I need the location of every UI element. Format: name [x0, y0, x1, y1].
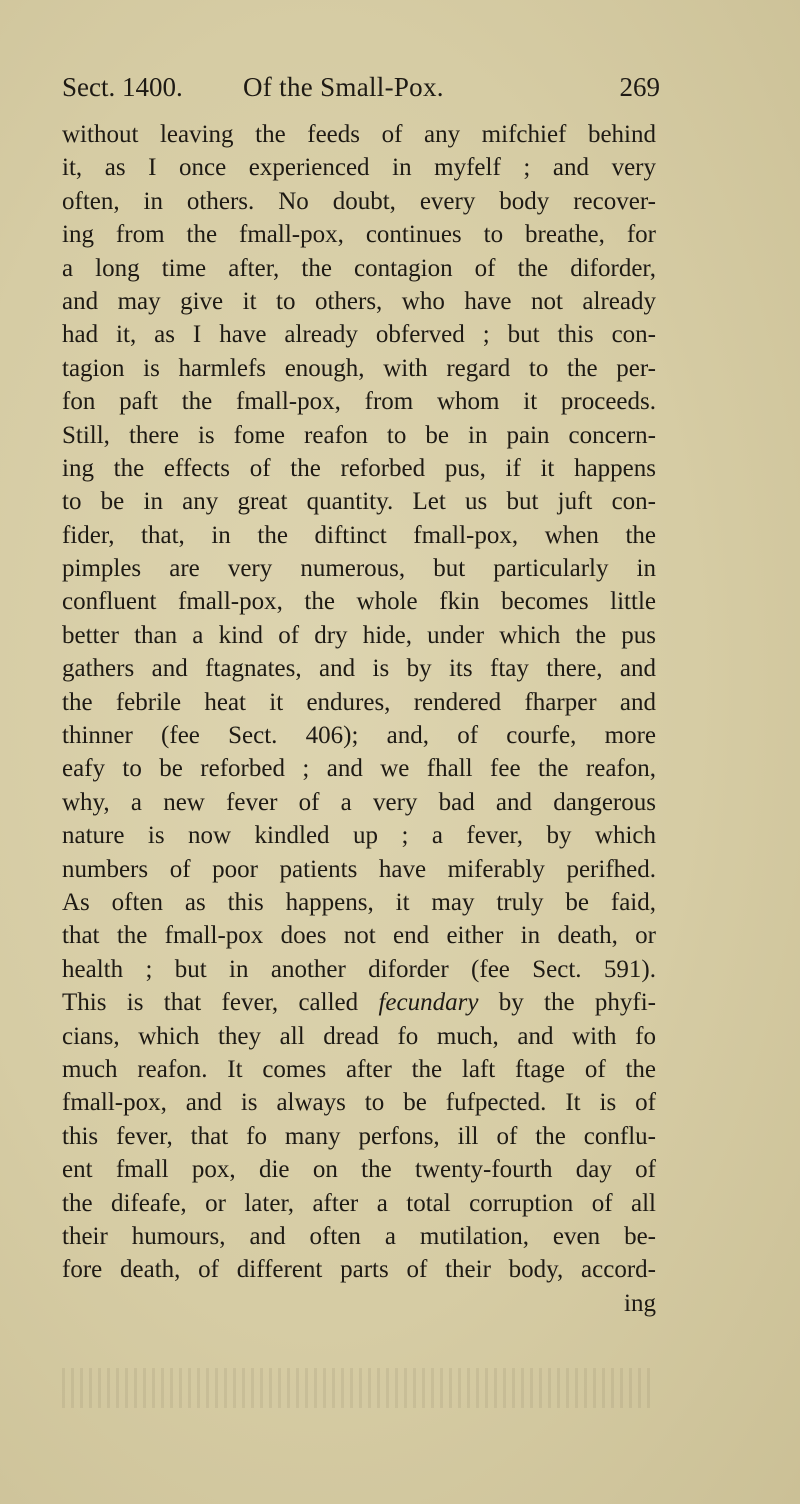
text-line: pimples are very numerous, but particularly in	[62, 555, 656, 583]
text-line: tagion is harmlefs enough, with regard to the per-	[62, 354, 656, 382]
text-line: eafy to be reforbed ; and we fhall fee the reafon,	[62, 755, 656, 783]
text-line: without leaving the feeds of any mifchief behind	[62, 121, 656, 148]
text-line: their humours, and often a mutilation, even be-	[62, 1222, 656, 1250]
text-line: it, as I once experienced in myfelf ; and very	[62, 154, 656, 182]
running-header	[62, 72, 660, 112]
text-line: fider, that, in the diftinct fmall-pox, when the	[62, 521, 656, 549]
text-line: numbers of poor patients have miferably perifhed.	[62, 855, 656, 883]
text-line: better than a kind of dry hide, under which the pus	[62, 621, 656, 649]
text-line: As often as this happens, it may truly be faid,	[62, 888, 656, 916]
text-line: confluent fmall-pox, the whole fkin becomes little	[62, 588, 656, 616]
catchword: ing	[624, 1289, 656, 1317]
text-line: had it, as I have already obferved ; but this con-	[62, 321, 656, 349]
running-title: Of the Small-Pox.	[243, 72, 444, 102]
text-line: often, in others. No doubt, every body recover-	[62, 187, 656, 215]
text-line: fmall-pox, and is always to be fufpected. It is of	[62, 1089, 656, 1117]
text-line: fon paft the fmall-pox, from whom it proceeds.	[62, 388, 656, 416]
text-line: cians, which they all dread fo much, and with fo	[62, 1022, 656, 1050]
text-line: the difeafe, or later, after a total corruption of all	[62, 1189, 656, 1217]
text-line: gathers and ftagnates, and is by its ftay there, and	[62, 655, 656, 683]
text-line: health ; but in another diforder (fee Sect. 591).	[62, 955, 656, 983]
text-line: to be in any great quantity. Let us but juft con-	[62, 488, 656, 516]
text-line: fore death, of different parts of their body, accord-	[62, 1256, 656, 1284]
section-reference: Sect. 1400.	[62, 72, 183, 102]
page-number: 269	[619, 72, 660, 102]
text-line: ing from the fmall-pox, continues to breathe, for	[62, 221, 656, 249]
text-line: Still, there is fome reafon to be in pain concern-	[62, 421, 656, 449]
text-line: that the fmall-pox does not end either in death, or	[62, 922, 656, 950]
text-line: This is that fever, called fecundary by the phyfi-	[62, 989, 656, 1017]
text-line: ing the effects of the reforbed pus, if it happens	[62, 454, 656, 482]
body-text	[62, 118, 656, 1320]
text-line: why, a new fever of a very bad and dangerous	[62, 788, 656, 816]
text-line: a long time after, the contagion of the diforder,	[62, 254, 656, 282]
text-line: ent fmall pox, die on the twenty-fourth day of	[62, 1156, 656, 1184]
text-line: the febrile heat it endures, rendered fharper and	[62, 688, 656, 716]
text-line: and may give it to others, who have not already	[62, 287, 656, 315]
text-line: this fever, that fo many perfons, ill of the conflu-	[62, 1122, 656, 1150]
text-line: thinner (fee Sect. 406); and, of courfe, more	[62, 722, 656, 750]
text-line: nature is now kindled up ; a fever, by which	[62, 822, 656, 850]
bleed-through-text	[62, 1368, 656, 1408]
text-line: much reafon. It comes after the laft ftage of the	[62, 1055, 656, 1083]
